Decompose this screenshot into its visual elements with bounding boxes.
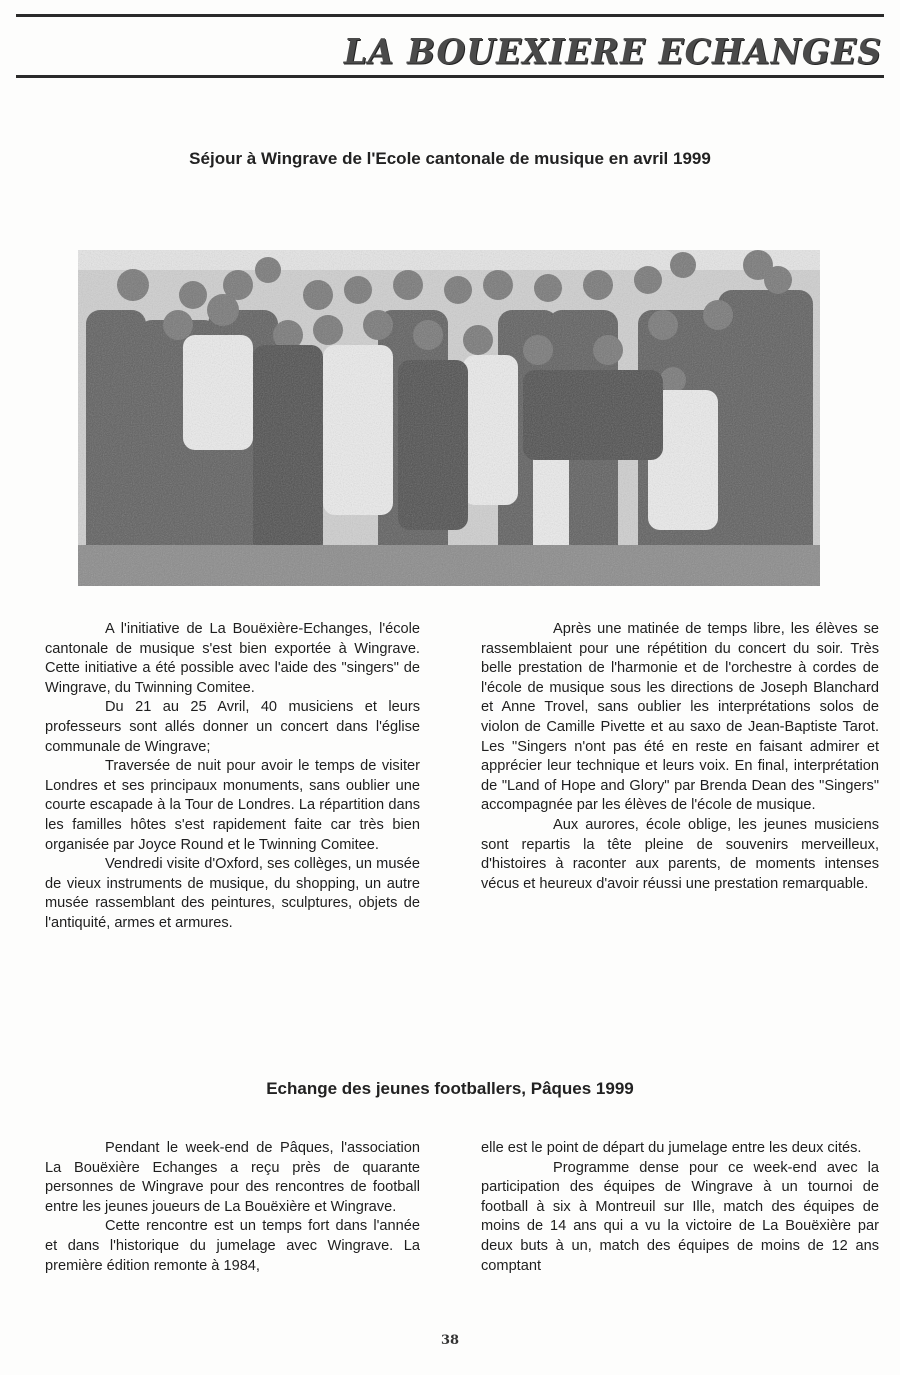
paragraph: Pendant le week-end de Pâques, l'association La Bouëxière Echanges a reçu près de quarante personnes de Wingrave pour des rencontres de football entre les jeunes joueurs de La Bouëxière et Wingrave.: [45, 1140, 420, 1215]
masthead-rule-top: [16, 14, 884, 17]
group-photo: [78, 250, 820, 586]
paragraph: Cette rencontre est un temps fort dans l'année et dans l'historique du jumelage avec Wingrave. La première édition remonte à 1984,: [45, 1218, 420, 1274]
paragraph: Après une matinée de temps libre, les élèves se rassemblaient pour une répétition du concert du soir. Très belle prestation de l'harmonie et de l'orchestre à cordes de l'école de musique sous les directions de Joseph Blanchard et Anne Trovel, sans oublier les interprétations solos de violon de Camille Pivette et au saxo de Jean-Baptiste Tarot. Les "Singers n'ont pas été en reste en faisant admirer et apprécier leur technique et leurs voix. En final, interprétation de "Land of Hope and Glory" par Brenda Dean des "Singers" accompagnée par les élèves de l'école de musique.: [481, 621, 879, 814]
masthead-title: LA BOUEXIERE ECHANGES: [343, 31, 882, 72]
paragraph: Programme dense pour ce week-end avec la participation des équipes de Wingrave à un tournoi de football à six à Montreuil sur Ille, match des équipes de moins de 14 ans qui a vu la victoire de La Bouëxière par deux buts à un, match des équipes de moins de 12 ans comptant: [481, 1159, 879, 1274]
page-number: 38: [440, 1333, 460, 1348]
article-1-title: Séjour à Wingrave de l'Ecole cantonale de musique en avril 1999: [189, 149, 711, 168]
article-1-column-left: [45, 620, 420, 934]
paragraph: Du 21 au 25 Avril, 40 musiciens et leurs professeurs sont allés donner un concert dans l'église communale de Wingrave;: [45, 699, 420, 755]
article-2-column-left: [45, 1139, 420, 1276]
paragraph: Aux aurores, école oblige, les jeunes musiciens sont repartis la tête pleine de souvenirs merveilleux, d'histoires à raconter aux parents, de moments intenses vécus et heureux d'avoir réussi une prestation remarquable.: [481, 816, 879, 892]
paragraph: Traversée de nuit pour avoir le temps de visiter Londres et ses principaux monuments, sans oublier une courte escapade à la Tour de Londres. La répartition dans les familles hôtes s'est rapidement faite car très bien organisée par Joyce Round et le Twinning Comitee.: [45, 758, 420, 853]
article-1-column-right: [481, 620, 879, 894]
paragraph-continuation: elle est le point de départ du jumelage entre les deux cités.: [481, 1140, 862, 1156]
article-2-column-right: [481, 1139, 879, 1276]
article-2-title: Echange des jeunes footballers, Pâques 1999: [266, 1079, 634, 1098]
paragraph: A l'initiative de La Bouëxière-Echanges, l'école cantonale de musique s'est bien exportée à Wingrave. Cette initiative a été possible avec l'aide des "singers" de Wingrave, du Twinning Comitee.: [45, 621, 420, 696]
paragraph: Vendredi visite d'Oxford, ses collèges, un musée de vieux instruments de musique, du shopping, un autre musée rassemblant des peintures, sculptures, objets de l'antiquité, armes et armures.: [45, 856, 420, 931]
masthead-rule-bottom: [16, 75, 884, 78]
group-photo-image: [78, 250, 820, 586]
